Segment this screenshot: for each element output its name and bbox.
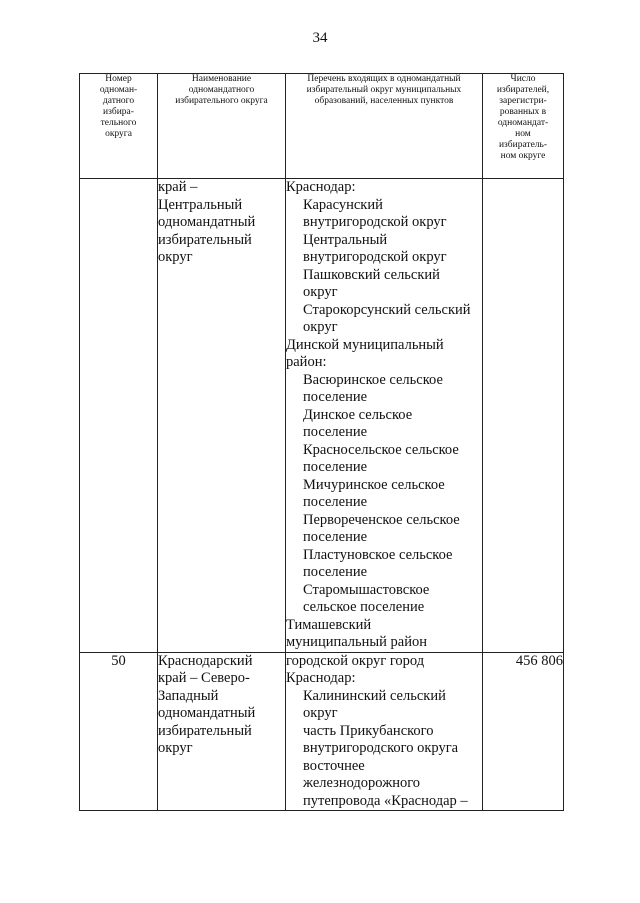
header-line: тельного — [100, 118, 137, 128]
header-line: ном округе — [500, 151, 546, 161]
header-line: избирательного округа — [175, 96, 268, 106]
header-line: избирательный округ муниципальных — [306, 85, 462, 95]
header-line: зарегистри- — [499, 96, 547, 106]
district-name-line: край – Северо- — [158, 670, 250, 686]
district-name-line: округ — [158, 740, 193, 756]
municipality-item: Краснодар: — [286, 179, 356, 195]
district-number — [80, 179, 158, 653]
municipality-item: Тимашевский — [286, 616, 372, 633]
municipality-item: поселение — [303, 564, 368, 580]
header-line: одномандатного — [188, 85, 255, 95]
header-line: одноман- — [99, 85, 138, 95]
municipality-item: округ — [303, 284, 338, 300]
municipality-item: район: — [286, 354, 327, 370]
municipality-list — [286, 652, 483, 811]
header-municipalities — [286, 74, 483, 179]
page-number: 34 — [312, 30, 328, 46]
district-name-line: одномандатный — [158, 705, 256, 721]
header-line: Наименование — [191, 74, 252, 84]
header-line: Номер — [105, 74, 132, 84]
municipality-item: внутригородской округ — [303, 214, 447, 230]
district-name-line: край – — [158, 179, 198, 195]
municipality-item: сельское поселение — [303, 599, 425, 615]
header-line: округа — [105, 129, 132, 139]
header-voters — [483, 74, 564, 179]
municipality-item: округ — [303, 705, 338, 721]
district-number: 50 — [80, 652, 158, 811]
district-name — [158, 179, 286, 653]
municipality-item: Старокорсунский сельский — [303, 301, 471, 318]
municipality-item: Васюринское сельское — [303, 371, 443, 388]
municipality-item: поселение — [303, 529, 368, 545]
header-line: избиратель- — [498, 140, 548, 150]
voter-count — [483, 179, 564, 653]
municipality-item: поселение — [303, 494, 368, 510]
municipality-item: Центральный — [303, 231, 388, 248]
municipality-item: Первореченское сельское — [303, 511, 460, 528]
header-line: рованных в — [499, 107, 547, 117]
municipality-list — [286, 179, 483, 653]
municipality-item: Динской муниципальный — [286, 336, 444, 353]
municipality-item: внутригородской округ — [303, 249, 447, 265]
municipality-item: Красносельское сельское — [303, 441, 459, 458]
municipality-item: Мичуринское сельское — [303, 476, 445, 493]
municipality-item: Карасунский — [303, 196, 383, 213]
municipality-item: внутригородского округа — [303, 740, 459, 756]
table-row — [80, 652, 564, 811]
table-row — [80, 179, 564, 653]
municipality-item: железнодорожного — [303, 775, 421, 791]
voter-count: 456 806 — [483, 652, 564, 811]
header-number — [80, 74, 158, 179]
municipality-item: поселение — [303, 459, 368, 475]
municipality-item: поселение — [303, 424, 368, 440]
header-line: Перечень входящих в одномандатный — [307, 74, 461, 84]
header-line: ном — [515, 129, 531, 139]
header-line: Число — [510, 74, 536, 84]
municipality-item: Старомышастовское — [303, 581, 430, 598]
municipality-item: поселение — [303, 389, 368, 405]
header-line: датного — [102, 96, 135, 106]
district-name-line: Краснодарский — [158, 652, 253, 669]
header-line: одномандат- — [497, 118, 549, 128]
district-name-line: Центральный — [158, 196, 243, 213]
municipality-item: Пашковский сельский — [303, 266, 440, 283]
municipality-item: путепровода «Краснодар – — [303, 792, 468, 809]
header-line: образований, населенных пунктов — [314, 96, 454, 106]
municipality-item: Динское сельское — [303, 406, 413, 423]
header-row — [80, 74, 564, 179]
municipality-item: восточнее — [303, 757, 365, 774]
municipality-item: Пластуновское сельское — [303, 546, 453, 563]
municipality-item: Калининский сельский — [303, 687, 446, 704]
district-name — [158, 652, 286, 811]
header-line: избирателей, — [496, 85, 550, 95]
district-name-line: избирательный — [158, 722, 252, 739]
municipality-item: округ — [303, 319, 338, 335]
municipality-item: Краснодар: — [286, 670, 356, 686]
municipality-item: муниципальный район — [286, 634, 427, 650]
header-district-name — [158, 74, 286, 179]
district-name-line: округ — [158, 249, 193, 265]
district-name-line: Западный — [158, 687, 219, 704]
district-name-line: одномандатный — [158, 214, 256, 230]
municipality-item: часть Прикубанского — [303, 722, 434, 739]
district-table — [79, 73, 564, 811]
header-line: избира- — [103, 107, 134, 117]
district-name-line: избирательный — [158, 231, 252, 248]
municipality-item: городской округ город — [286, 652, 425, 669]
